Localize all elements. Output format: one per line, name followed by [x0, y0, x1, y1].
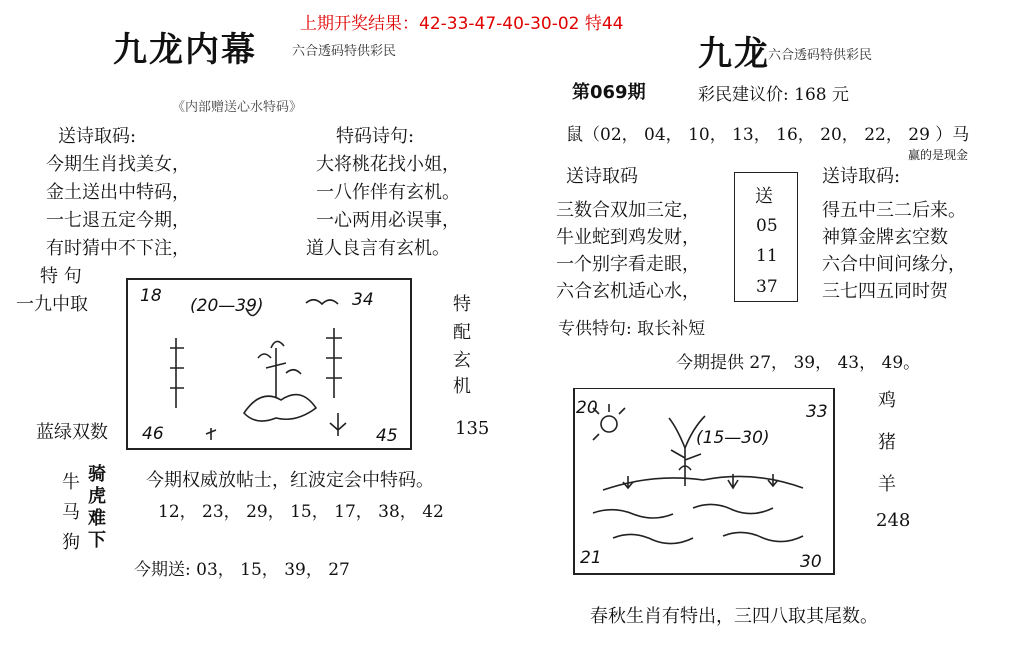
side-animal: 羊	[878, 474, 896, 495]
side-animal: 鸡	[878, 390, 896, 411]
issue-number: 第069期	[572, 82, 646, 103]
left-poem-left-line: 今期生肖找美女，	[46, 154, 190, 175]
left-img-number-tr: 34	[352, 290, 374, 310]
right-poem-right-line: 三七四五同时贺	[822, 281, 948, 302]
right-poem-left-line: 一个别字看走眼，	[556, 254, 700, 275]
left-title: 九龙内幕	[113, 30, 257, 70]
idiom-char: 难	[88, 508, 106, 529]
right-poem-right-line: 神算金牌玄空数	[822, 227, 948, 248]
right-footer: 春秋生肖有特出，三四八取其尾数。	[590, 606, 878, 627]
number-248: 248	[876, 510, 911, 531]
side-char: 玄	[453, 350, 471, 371]
right-title: 九龙	[698, 34, 770, 74]
last-result-banner: 上期开奖结果：42-33-47-40-30-02 特44	[300, 14, 624, 34]
left-poem-left-title: 送诗取码:	[58, 126, 137, 147]
left-poem-right-line: 道人良言有玄机。	[306, 238, 450, 259]
right-poem-right-title: 送诗取码:	[822, 166, 901, 187]
right-subtitle: 六合透码特供彩民	[768, 48, 873, 63]
left-img-number-bl: 46	[142, 424, 164, 444]
side-char: 特	[453, 294, 471, 315]
right-img-range: (15—30)	[696, 428, 770, 448]
animal-label: 马	[62, 502, 80, 523]
side-char: 配	[453, 322, 471, 343]
left-subtitle: 六合透码特供彩民	[292, 44, 397, 59]
right-sketch-drawing	[573, 388, 831, 572]
send-box-number: 05	[756, 216, 778, 236]
winner-note: 赢的是现金	[908, 148, 969, 162]
right-img-number-tl: 20	[576, 398, 598, 418]
left-img-range: (20—39)	[190, 296, 264, 316]
send-box-number: 11	[756, 246, 778, 266]
left-img-number-tl: 18	[140, 286, 162, 306]
idiom-char: 下	[88, 530, 106, 551]
suggested-price: 彩民建议价: 168 元	[698, 85, 849, 105]
left-poem-left-line: 金土送出中特码，	[46, 182, 190, 203]
special-sentence: 专供特句: 取长补短	[558, 319, 706, 339]
right-poem-left-line: 三数合双加三定，	[556, 200, 700, 221]
send-box-label: 送	[755, 186, 773, 207]
send-box-number: 37	[756, 277, 778, 297]
animal-label: 狗	[62, 532, 80, 553]
this-issue-send: 今期送: 03， 15， 39， 27	[134, 560, 350, 580]
authority-text: 今期权威放帖士，红波定会中特码。	[146, 470, 434, 491]
rat-horse-line: 鼠（02， 04， 10， 13， 16， 20， 22， 29 ）马	[566, 125, 970, 145]
right-img-number-br: 30	[800, 552, 822, 572]
left-poem-right-line: 一八作伴有玄机。	[316, 182, 460, 203]
special-label-1: 特 句	[40, 266, 82, 287]
right-poem-left-title: 送诗取码	[566, 166, 638, 187]
number-135: 135	[455, 418, 490, 439]
left-sketch-drawing	[126, 278, 408, 446]
idiom-char: 骑	[88, 464, 106, 485]
blue-green-label: 蓝绿双数	[36, 422, 108, 443]
side-char: 机	[453, 376, 471, 397]
right-poem-left-line: 六合玄机适心水，	[556, 281, 700, 302]
left-poem-right-line: 大将桃花找小姐，	[316, 154, 460, 175]
special-label-2: 一九中取	[16, 294, 88, 315]
left-subheading: 《内部赠送心水特码》	[172, 100, 303, 115]
left-poem-right-title: 特码诗句:	[336, 126, 415, 147]
right-poem-left-line: 牛业蛇到鸡发财，	[556, 227, 700, 248]
right-img-number-bl: 21	[580, 548, 602, 568]
right-poem-right-line: 六合中间问缘分，	[822, 254, 966, 275]
authority-numbers: 12， 23， 29， 15， 17， 38， 42	[158, 502, 444, 522]
provide-numbers: 今期提供 27， 39， 43， 49。	[676, 353, 921, 373]
left-poem-left-line: 一七退五定今期，	[46, 210, 190, 231]
right-img-number-tr: 33	[806, 402, 828, 422]
left-poem-left-line: 有时猜中不下注，	[46, 238, 190, 259]
animal-label: 牛	[62, 472, 80, 493]
left-poem-right-line: 一心两用必误事，	[316, 210, 460, 231]
idiom-char: 虎	[88, 486, 106, 507]
right-poem-right-line: 得五中三二后来。	[822, 200, 966, 221]
side-animal: 猪	[878, 432, 896, 453]
left-img-number-br: 45	[376, 426, 398, 446]
